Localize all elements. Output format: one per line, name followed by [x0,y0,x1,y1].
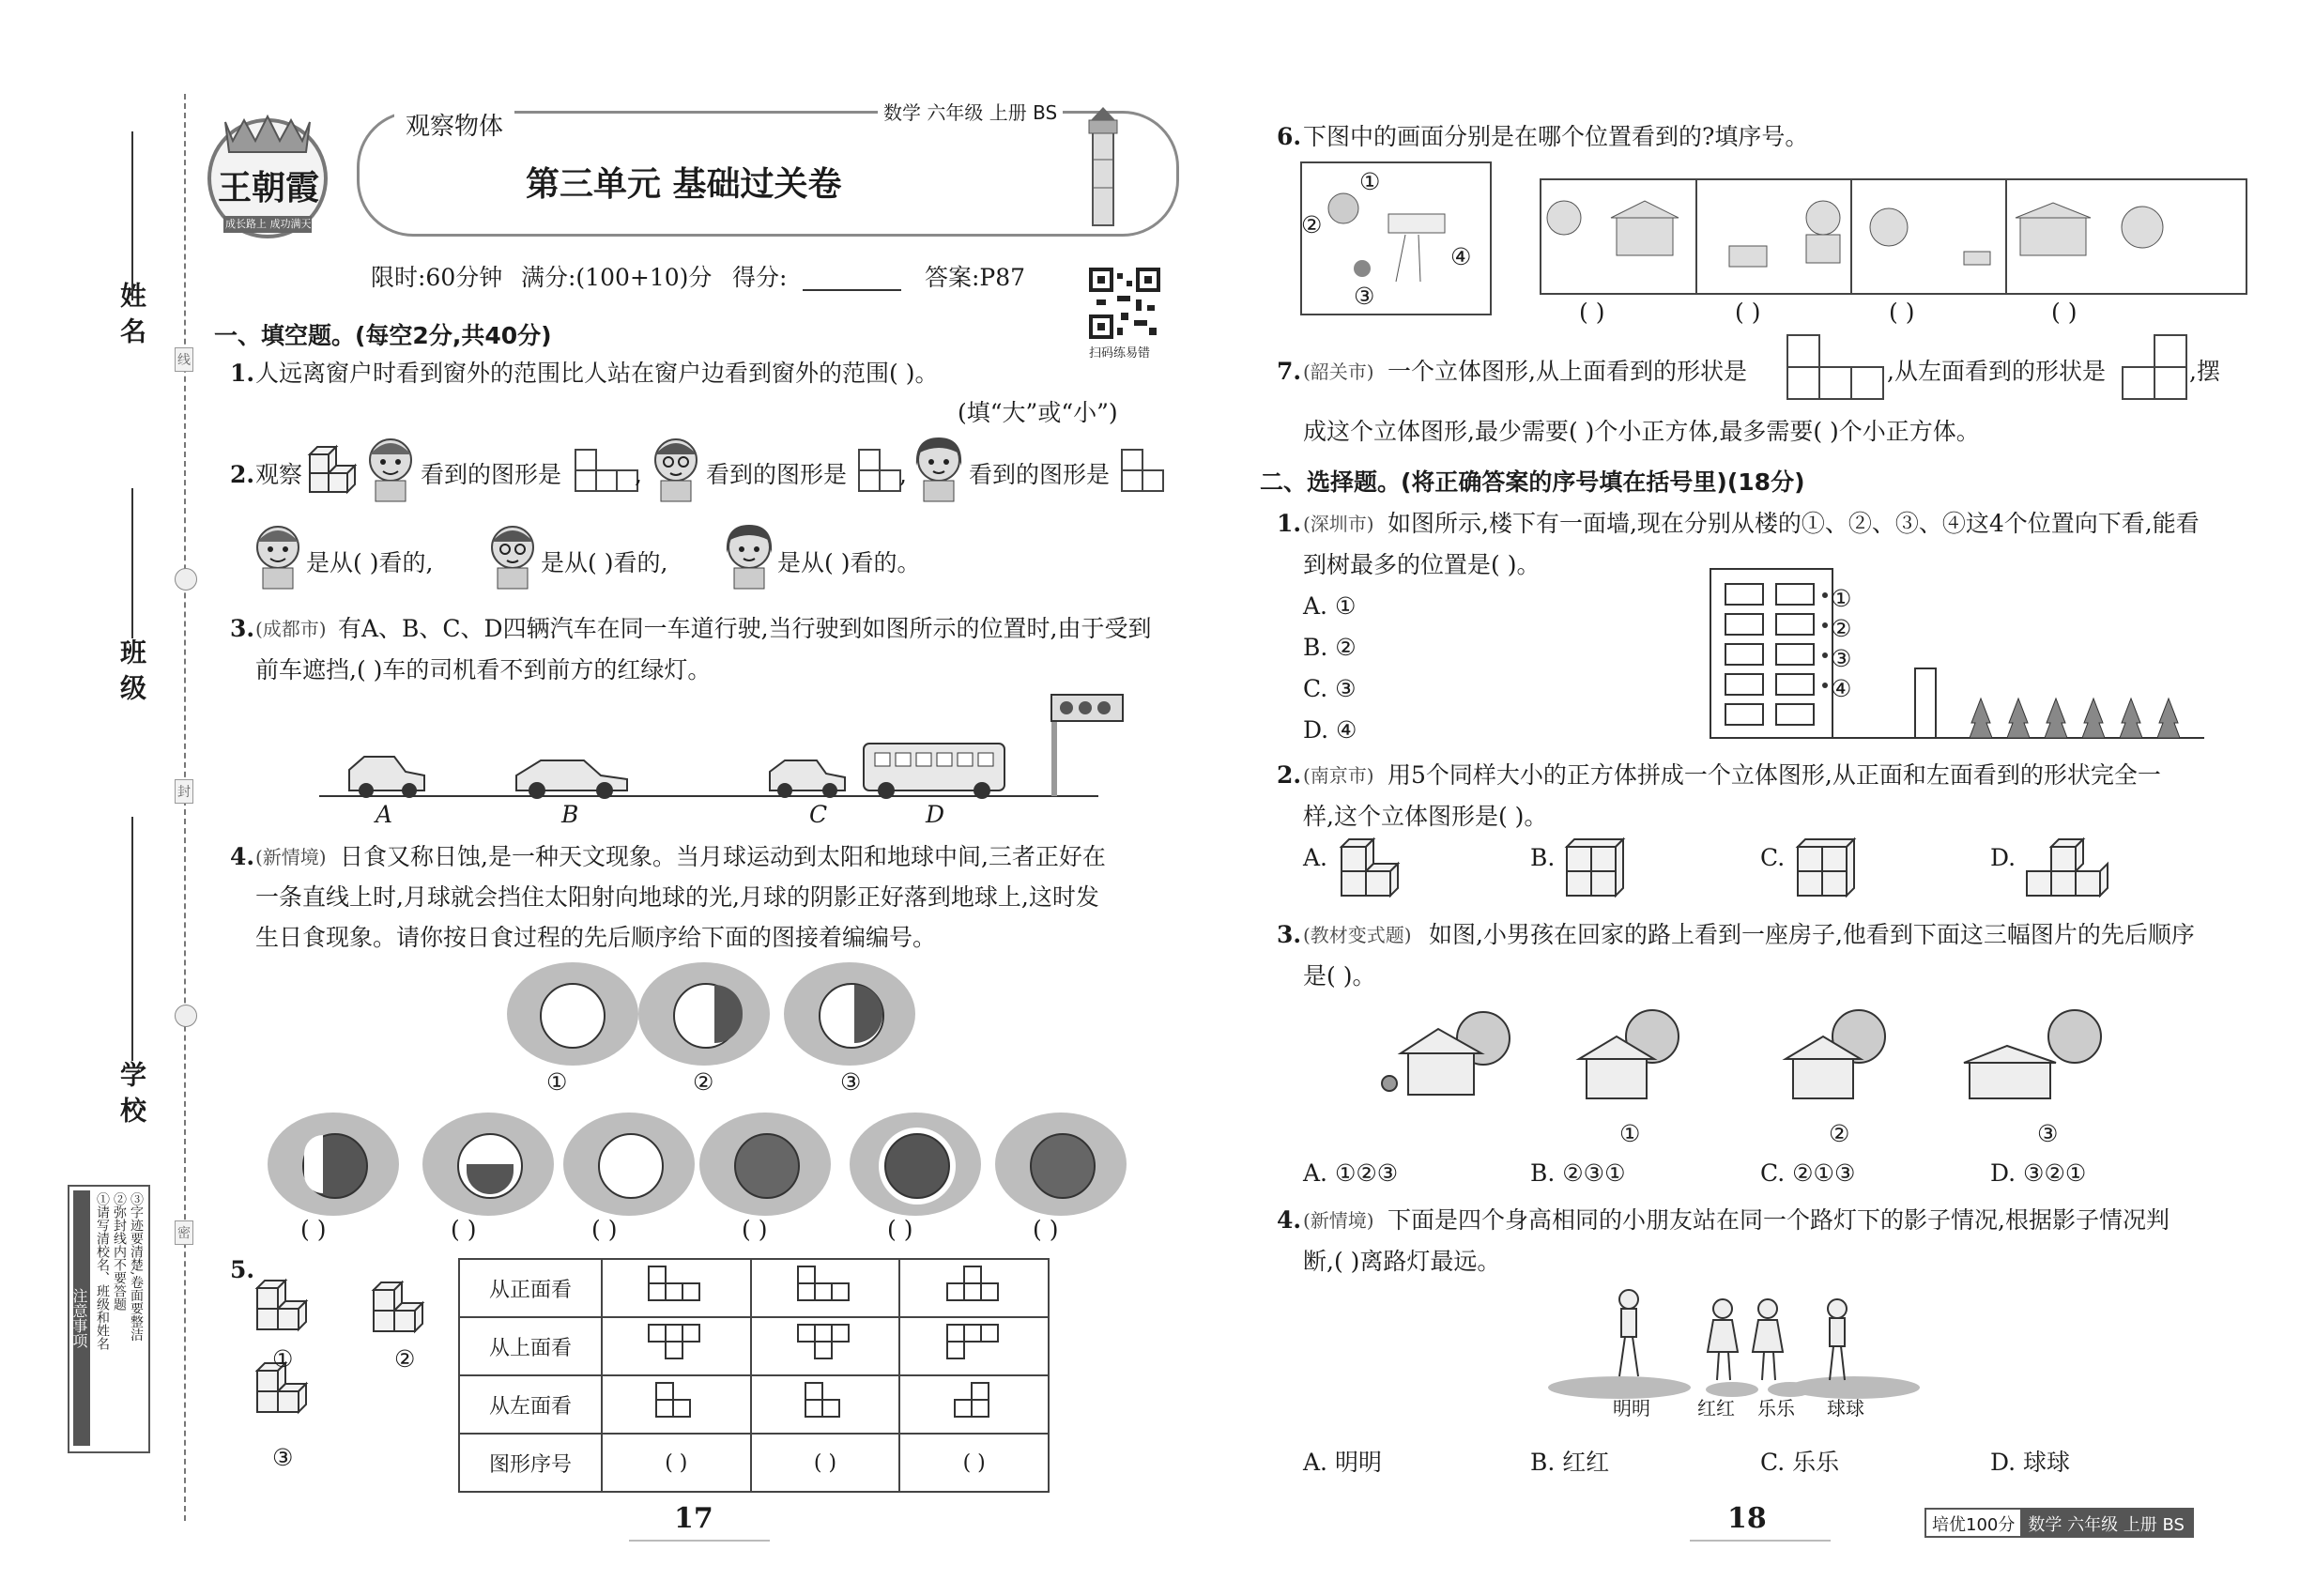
q3-text2: 前车遮挡,( )车的司机看不到前方的红绿灯。 [255,656,712,683]
q2-from-b: 是从( )看的, [541,549,668,576]
q1-text: 人远离窗户时看到窗外的范围比人站在窗户边看到窗外的范围( )。 [255,360,939,387]
car-label-a: A [376,801,393,828]
pos-mark-2: ② [1301,211,1323,238]
kid-label: 乐乐 [1757,1397,1795,1420]
p2q4-text: 下面是四个身高相同的小朋友站在同一个路灯下的影子情况,根据影子情况判 [1388,1206,2170,1234]
view-cell [899,1375,1049,1434]
brand-logo [197,103,338,244]
q2-see-text: 看到的图形是 [969,461,1111,488]
q4-num: 4. [230,843,255,870]
q2-from-a: 是从( )看的, [306,549,434,576]
full-score: 满分:(100+10)分 [521,264,713,291]
p2q2-text2: 样,这个立体图形是( )。 [1303,803,1548,830]
school-label: 学 校 [116,1061,147,1123]
kids-shadow-figure [1544,1286,1948,1399]
p2q3-source-tag: (教材变式题) [1303,924,1412,946]
p2q1-option-d[interactable]: D. ④ [1303,716,1357,744]
score-label: 得分: [732,264,788,291]
seal-char-line: 线 [175,347,193,372]
name-label: 姓 名 [116,282,147,344]
answer-ref: 答案:P87 [925,264,1026,291]
p2q2-text: 用5个同样大小的正方体拼成一个立体图形,从正面和左面看到的形状完全一 [1388,761,2161,789]
p2q1-text: 如图所示,楼下有一面墙,现在分别从楼的①、②、③、④这4个位置向下看,能看 [1388,510,2200,537]
p2q2-option-b[interactable]: B. [1530,844,1556,871]
eclipse-label-2: ② [693,1068,714,1096]
row-label: 从上面看 [459,1317,602,1375]
girl-face-icon [721,521,779,591]
view-cell [751,1375,900,1434]
row-label: 图形序号 [459,1434,602,1492]
answer-blank[interactable]: ( ) [602,1434,751,1492]
p2q1-text2: 到树最多的位置是( )。 [1303,551,1541,578]
q7-text-b: ,从左面看到的形状是 [1887,358,2106,385]
p2q2-num: 2. [1277,761,1302,789]
q6-blank[interactable]: ( ) [1889,299,1915,326]
eclipse-label-1: ① [546,1068,568,1096]
car-label-d: D [926,801,945,828]
q6-num: 6. [1277,123,1302,150]
p2q2-option-c[interactable]: C. [1760,844,1786,871]
q3-source-tag: (成都市) [255,618,327,640]
kid-label: 明明 [1613,1397,1650,1420]
eclipse-blank[interactable]: ( ) [887,1216,913,1243]
q3-text: 有A、B、C、D四辆汽车在同一车道行驶,当行驶到如图所示的位置时,由于受到 [338,615,1152,642]
view-cell [751,1317,900,1375]
seal-char-mi: 密 [175,1220,193,1245]
q4-text: 日食又称日蚀,是一种天文现象。当月球运动到太阳和地球中间,三者正好在 [340,843,1106,870]
q2-see-text: 看到的图形是 [706,461,848,488]
building-tree-figure [1709,563,2206,742]
floor-mark-4: ④ [1831,675,1852,702]
p2q1-option-a[interactable]: A. ① [1303,592,1357,620]
pos-mark-3: ③ [1354,283,1375,310]
q6-blank[interactable]: ( ) [1735,299,1761,326]
logo-slogan: 成长路上 成功满天 [225,218,312,230]
footer-meta: 数学 六年级 上册 BS [2020,1510,2192,1536]
answer-blank[interactable]: ( ) [751,1434,900,1492]
notice-item: ③字迹要清楚,卷面要整洁 [129,1192,144,1342]
page-flourish [629,1540,770,1542]
boy-face-icon [250,521,308,591]
view-cell [602,1375,751,1434]
p2q3-text2: 是( )。 [1303,962,1376,990]
notice-item: ②弥封线内不要答题 [112,1192,127,1311]
q2-comma: , [635,461,642,488]
eclipse-blank[interactable]: ( ) [300,1216,327,1243]
house-pictures [1380,1005,2206,1117]
p2q4-text2: 断,( )离路灯最远。 [1303,1248,1501,1275]
shape-label-3: ③ [272,1444,294,1471]
seal-dot [175,1005,197,1027]
pos-mark-4: ④ [1450,243,1472,270]
q7-text-c: ,摆 [2189,358,2220,385]
girl-face-icon [911,434,969,503]
q7-source-tag: (韶关市) [1303,361,1374,383]
kid-label: 球球 [1827,1397,1864,1420]
p2q4-option-c[interactable]: C. 乐乐 [1760,1449,1840,1476]
p2q2-cube-options [1338,836,2183,901]
house-label-2: ② [1829,1120,1850,1147]
p2q4-option-d[interactable]: D. 球球 [1990,1449,2071,1476]
part1-heading: 一、填空题。(每空2分,共40分) [214,322,552,349]
footer-brand-bar [1924,1508,2194,1538]
q7-text-a: 一个立体图形,从上面看到的形状是 [1388,358,1747,385]
qr-code-icon[interactable] [1089,268,1160,339]
q6-position-diagram [1300,161,1492,315]
name-line [131,131,133,300]
section-name: 观察物体 [394,107,514,142]
house-label-1: ① [1619,1120,1641,1147]
p2q4-option-b[interactable]: B. 红红 [1530,1449,1610,1476]
q2-comma: , [899,461,907,488]
time-limit: 限时:60分钟 [371,264,503,291]
kid-label: 红红 [1697,1397,1735,1420]
eclipse-blank[interactable]: ( ) [591,1216,618,1243]
p2q3-option-a[interactable]: A. ①②③ [1303,1159,1399,1187]
notice-box [68,1185,150,1453]
class-line [131,488,133,638]
floor-mark-2: ② [1831,615,1852,642]
qr-caption: 扫码练易错 [1089,346,1151,361]
book-meta: 数学 六年级 上册 BS [878,98,1063,125]
q2-observe: 观察 [255,461,303,488]
q6-blank[interactable]: ( ) [1579,299,1605,326]
eclipse-blank[interactable]: ( ) [742,1216,768,1243]
page-flourish [1690,1540,1831,1542]
boy-face-icon [362,434,421,503]
cube-stack-figure [306,439,362,498]
q6-scene-strip [1540,178,2247,295]
p2q3-option-c[interactable]: C. ②①③ [1760,1159,1856,1187]
notice-title: 注意事项 [73,1190,90,1446]
p2q4-source-tag: (新情境) [1303,1209,1374,1232]
row-label: 从正面看 [459,1259,602,1317]
answer-blank[interactable]: ( ) [899,1434,1049,1492]
floor-mark-1: ① [1831,585,1852,612]
q4-text3: 生日食现象。请你按日食过程的先后顺序给下面的图接着编编号。 [255,924,937,951]
seal-char-feng: 封 [175,779,193,804]
p2q3-text: 如图,小男孩在回家的路上看到一座房子,他看到下面这三幅图片的先后顺序 [1429,921,2195,948]
q1-num: 1. [230,360,255,387]
q4-source-tag: (新情境) [255,846,327,868]
p2q3-num: 3. [1277,921,1302,948]
view-cell [602,1259,751,1317]
eclipse-label-3: ③ [840,1068,862,1096]
lighthouse-icon [1080,103,1127,235]
view-cell [751,1259,900,1317]
pos-mark-1: ① [1359,168,1381,195]
notice-item: ①请写清校名、班级和姓名 [95,1192,110,1350]
p2q1-option-c[interactable]: C. ③ [1303,675,1357,702]
view-cell [899,1259,1049,1317]
boy-glasses-icon [484,521,543,591]
eclipse-blank[interactable]: ( ) [451,1216,477,1243]
q5-num: 5. [230,1256,255,1283]
seal-line [184,94,186,1521]
q6-blank[interactable]: ( ) [2051,299,2078,326]
seal-dot [175,568,197,591]
view-cell [602,1317,751,1375]
q4-text2: 一条直线上时,月球就会挡住太阳射向地球的光,月球的阴影正好落到地球上,这时发 [255,883,1099,911]
car-label-c: C [809,801,828,828]
p2q1-source-tag: (深圳市) [1303,513,1374,535]
floor-mark-3: ③ [1831,645,1852,672]
p2q2-option-a[interactable]: A. [1303,844,1328,871]
q2-from-c: 是从( )看的。 [777,549,921,576]
shape-label-2: ② [394,1345,416,1373]
p2q3-option-d[interactable]: D. ③②① [1990,1159,2087,1187]
view-cell [899,1317,1049,1375]
house-label-3: ③ [2037,1120,2059,1147]
shape-label-1: ① [272,1345,294,1373]
q7-top-view [1786,334,1890,402]
eclipse-blank[interactable]: ( ) [1033,1216,1059,1243]
q2-num: 2. [230,461,255,488]
school-line [131,817,133,1061]
page-number-right: 18 [1727,1502,1767,1535]
view-shape [1119,451,1175,498]
p2q2-source-tag: (南京市) [1303,764,1374,787]
p2q4-num: 4. [1277,1206,1302,1234]
page-number-left: 17 [674,1502,713,1535]
logo-text: 王朝霞 [218,168,320,207]
q3-num: 3. [230,615,255,642]
boy-glasses-icon [648,434,706,503]
p2q3-option-b[interactable]: B. ②③① [1530,1159,1626,1187]
p2q1-num: 1. [1277,510,1302,537]
q7-num: 7. [1277,358,1302,385]
p2q4-option-a[interactable]: A. 明明 [1303,1449,1382,1476]
q7-left-view [2122,334,2193,402]
row-label: 从左面看 [459,1375,602,1434]
car-label-b: B [561,801,579,828]
p2q1-option-b[interactable]: B. ② [1303,634,1357,661]
part2-heading: 二、选择题。(将正确答案的序号填在括号里)(18分) [1260,468,1805,496]
q1-hint: (填“大”或“小”) [958,399,1118,426]
q2-see-text: 看到的图形是 [421,461,562,488]
page-title: 第三单元 基础过关卷 [526,165,842,204]
class-label: 班 级 [116,638,147,700]
q7-text2: 成这个立体图形,最少需要( )个小正方体,最多需要( )个小正方体。 [1303,418,1980,445]
q6-text: 下图中的画面分别是在哪个位置看到的?填序号。 [1303,123,1809,150]
cars-figure [319,685,1127,807]
views-table [458,1258,1050,1493]
footer-brand: 培优100分 [1932,1515,2016,1535]
p2q2-option-d[interactable]: D. [1990,844,2016,871]
score-blank[interactable] [803,289,901,291]
